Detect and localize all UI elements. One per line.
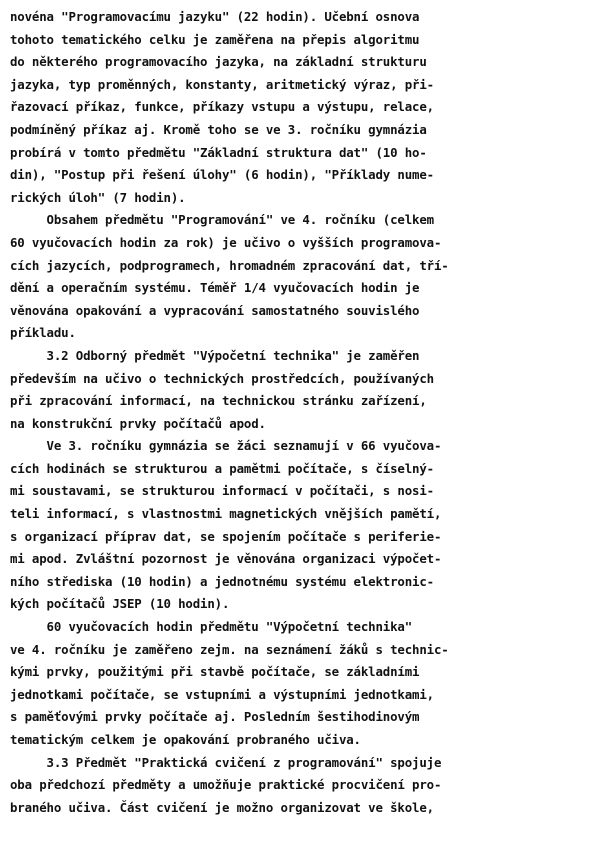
- text-line: dění a operačním systému. Téměř 1/4 vyučovacích hodin je: [10, 280, 420, 296]
- text-line: rických úloh" (7 hodin).: [10, 189, 186, 205]
- text-line: s paměťovými prvky počítače aj. Posledním šestihodinovým: [10, 709, 420, 725]
- text-line: cích hodinách se strukturou a pamětmi počítače, s číselný-: [10, 460, 434, 476]
- text-line: jazyka, typ proměnných, konstanty, aritmetický výraz, při-: [10, 76, 434, 92]
- text-line: příkladu.: [10, 325, 76, 341]
- text-line: kých počítačů JSEP (10 hodin).: [10, 596, 230, 612]
- text-line: teli informací, s vlastnostmi magnetických vnějších pamětí,: [10, 506, 442, 522]
- text-line: Ve 3. ročníku gymnázia se žáci seznamují v 66 vyučova-: [10, 438, 442, 454]
- text-line: při zpracování informací, na technickou stránku zařízení,: [10, 393, 427, 409]
- text-line: mi soustavami, se strukturou informací v počítači, s nosi-: [10, 483, 434, 499]
- text-line: podmíněný příkaz aj. Kromě toho se ve 3. ročníku gymnázia: [10, 121, 427, 137]
- text-line: oba předchozí předměty a umožňuje praktické procvičení pro-: [10, 777, 442, 793]
- text-line: s organizací příprav dat, se spojením počítače s periferie-: [10, 528, 442, 544]
- text-line: tematickým celkem je opakování probraného učiva.: [10, 732, 361, 747]
- text-line: cích jazycích, podprogramech, hromadném zpracování dat, tří-: [10, 257, 449, 273]
- text-line: ve 4. ročníku je zaměřeno zejm. na seznámení žáků s technic-: [10, 641, 449, 657]
- text-line: din), "Postup při řešení úlohy" (6 hodin), "Příklady nume-: [10, 167, 434, 183]
- text-line: do některého programovacího jazyka, na základní strukturu: [10, 54, 427, 70]
- text-line: věnována opakování a vypracování samostatného souvislého: [10, 302, 420, 318]
- text-line: braného učiva. Část cvičení je možno organizovat ve škole,: [10, 799, 434, 815]
- text-line: 3.2 Odborný předmět "Výpočetní technika" je zaměřen: [10, 347, 420, 363]
- text-line: na konstrukční prvky počítačů apod.: [10, 415, 266, 431]
- text-line: Obsahem předmětu "Programování" ve 4. ročníku (celkem: [10, 212, 434, 228]
- text-line: kými prvky, použitými při stavbě počítače, se základními: [10, 664, 420, 680]
- text-line: probírá v tomto předmětu "Základní struktura dat" (10 ho-: [10, 144, 427, 160]
- text-line: ního střediska (10 hodin) a jednotnému systému elektronic-: [10, 573, 434, 589]
- text-line: 3.3 Předmět "Praktická cvičení z programování" spojuje: [10, 754, 442, 770]
- text-line: novéna "Programovacímu jazyku" (22 hodin). Učební osnova: [10, 9, 420, 24]
- text-line: 60 vyučovacích hodin za rok) je učivo o vyšších programova-: [10, 234, 442, 250]
- text-line: jednotkami počítače, se vstupními a výstupními jednotkami,: [10, 686, 434, 702]
- text-line: mi apod. Zvláštní pozornost je věnována organizaci výpočet-: [10, 551, 442, 567]
- text-line: především na učivo o technických prostředcích, používaných: [10, 370, 434, 386]
- text-line: tohoto tematického celku je zaměřena na přepis algoritmu: [10, 31, 420, 47]
- text-line: řazovací příkaz, funkce, příkazy vstupu a výstupu, relace,: [10, 99, 434, 115]
- text-line: 60 vyučovacích hodin předmětu "Výpočetní technika": [10, 619, 413, 635]
